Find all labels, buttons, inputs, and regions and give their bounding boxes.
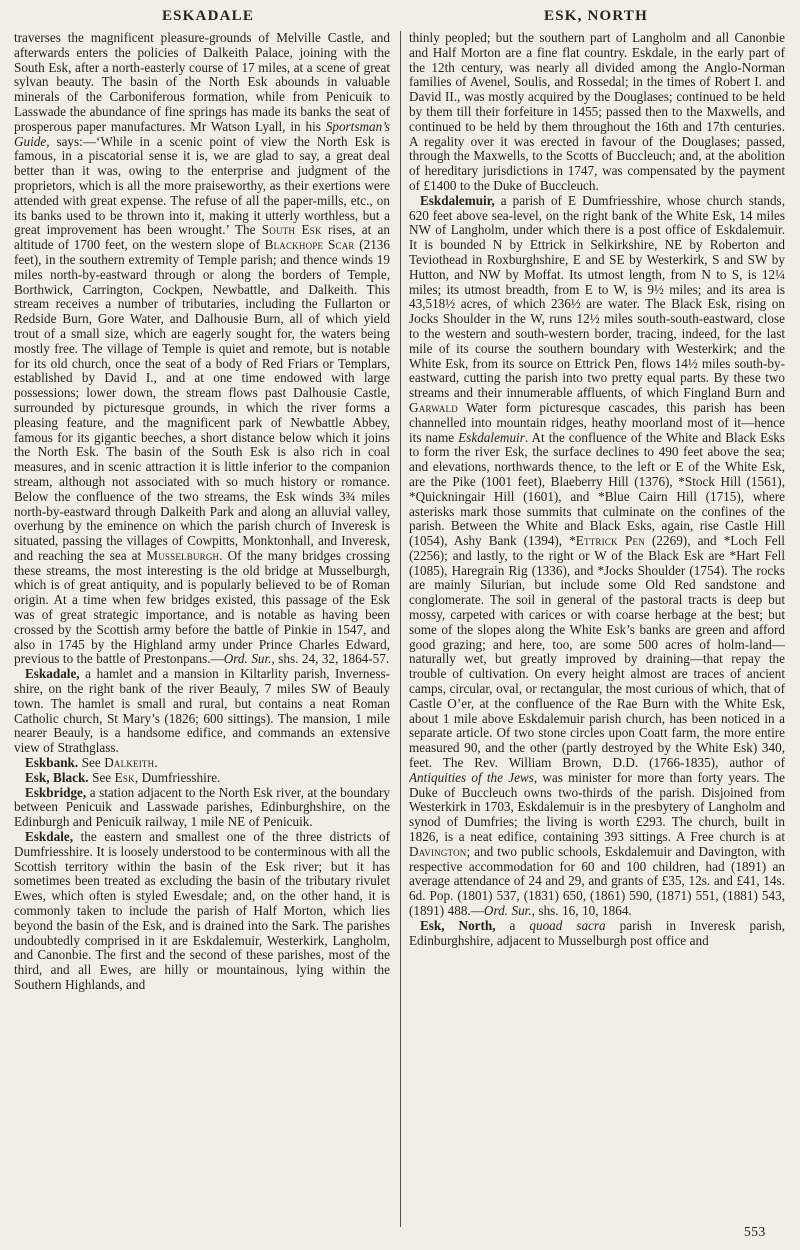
page-number: 553 xyxy=(744,1224,766,1239)
running-head-right: ESK, NORTH xyxy=(544,8,648,24)
column-divider-rule xyxy=(400,31,401,1227)
paragraph: Eskbank. See Dalkeith. xyxy=(25,755,158,771)
right-column xyxy=(409,31,785,1223)
paragraph: Eskdalemuir, a parish of E Dumfriesshire, whose church stands, 620 feet above sea-level, on the right bank of the White Esk, 14 miles NW of Langholm, under which there is a post office of Eskdalemuir. It is bounded N by Ettrick in Selkirkshire, NE by Roberton and Teviothead in Roxburghshire, E and SE by Westerkirk, S and SW by Hutton, and NW by Moffat. Its utmost length, from N to S, is 12¼ miles; its utmost breadth, from E to W, is 9½ miles; and its area is 43,518½ acres, of which 236½ are water. The Black Esk, rising on Jocks Shoulder in the W, runs 12½ miles south-south-eastward, close to the western and south-western border, tracing, indeed, for the last mile of its course the southern boundary with Westerkirk; and the White Esk, from its source on Ettrick Pen, flows 14½ miles south-by-eastward, cutting the parish into two pretty equal parts. By these two streams and their innumerable affluents, of which Fingland Burn and Garwald Water form picturesque cascades, this parish has been channelled into mountain ridges, heathy moorland most of it—hence its name Eskdalemuir. At the confluence of the White and Black Esks to form the river Esk, the surface declines to 490 feet above the sea; and elevations, northwards thence, to the left or E of the White Esk, are the Pike (1001 feet), Blaeberry Hill (1376), *Stock Hill (1561), *Quickningair Hill (1601), and *Blue Cairn Hill (1715), where asterisks mark those summits that culminate on the confines of the parish. Between the White and Black Esks, again, rise Castle Hill (1054), Ashy Bank (1394), *Ettrick Pen (2269), and *Loch Fell (2256); and lastly, to the right or W of the Black Esk are *Hart Fell (1085), Haregrain Rig (1336), and *Jocks Shoulder (1754). The rocks are mainly Silurian, but include some Old Red sandstone and conglomerate. The soil in general of the pastoral tracts is deep but mossy, carpeted with carices or with coarse herbage at the best; but some of the slopes along the White Esk’s banks are green and afford good grazing; and here, too, are some 500 acres of holm-land—naturally wet, but greatly improved by draining—that repay the trouble of cultivation. On every height almost are traces of ancient camps, circular, oval, or rectangular, the most curious of which, that of Castle O’er, at the confluence of the Rae Burn with the White Esk, about 1 mile above Eskdalemuir parish church, has been noticed in a separate article. Of two stone circles upon Coatt farm, the more entire measured 90, and the other (partly destroyed by the White Esk) 340, feet. The Rev. William Brown, D.D. (1766-1835), author of Antiquities of the Jews, was minister for more than forty years. The Duke of Buccleuch owns two-thirds of the parish. Disjoined from Westerkirk in 1703, Eskdalemuir is in the presbytery of Langholm and synod of Dumfries; the living is worth £293. The church, built in 1826, is a neat edifice, containing 393 sittings. A Free church is at Davington; and two public schools, Eskdalemuir and Davington, with respective accommodation for 60 and 100 children, had (1891) an average attendance of 24 and 29, and grants of £35, 12s. and £41, 14s. 6d. Pop. (1801) 537, (1831) 650, (1861) 590, (1871) 551, (1881) 543, (1891) 488.—Ord. Sur., shs. 16, 10, 1864. xyxy=(409,192,785,919)
paragraph: thinly peopled; but the southern part of Langholm and all Canonbie and Half Morton are a fine flat country. Eskdale, in the early part of the 12th century, was nearly all divided among the Anglo-Norman families of Avenel, Soulis, and Rossedal; in the times of Robert I. and David II., was mostly acquired by the Douglases; continued to be held by them till their forfeiture in 1455; passed then to the Maxwells, and continued to be held by them throughout the 16th and 17th centuries. A regality over it was erected in favour of the Douglases; passed, through the Maxwells, to the Scotts of Buccleuch; and, at the abolition of hereditary jurisdictions in 1747, was compensated by the payment of £1400 to the Duke of Buccleuch. xyxy=(409,31,785,193)
running-heads xyxy=(14,8,790,25)
paragraph: traverses the magnificent pleasure-grounds of Melville Castle, and afterwards enters the policies of Dalkeith Palace, joining with the South Esk, after a north-easterly course of 17 miles, at a scene of great sylvan beauty. The basin of the North Esk abounds in valuable minerals of the Carboniferous formation, while from Penicuik to Lasswade the abundance of fine springs has made its banks the seat of prosperous paper manufactures. Mr Watson Lyall, in his Sportsman’s Guide, says:—‘While in a scenic point of view the North Esk is famous, in a piscatorial sense it is, we are glad to say, a great deal better than it was, owing to the enterprise and judgment of the proprietors, which is all the more praiseworthy, as their exertions were attended with great expense. The refuse of all the paper-mills, etc., on its banks used to be thrown into it, making it utterly worthless, but a great improvement has been wrought.’ The South Esk rises, at an altitude of 1700 feet, on the western slope of Blackhope Scar (2136 feet), in the southern extremity of Temple parish; and thence winds 19 miles north-by-eastward through or along the borders of Temple, Borthwick, Carrington, Cockpen, Newbattle, and Dalkeith. This stream receives a number of tributaries, including the Fullarton or Redside Burn, Gore Water, and Dalhousie Burn, all of which yield trout of a small size, which are eagerly sought for, the waters being mostly free. The village of Temple is quiet and remote, but is notable for its old church, once the seat of a body of Red Friars or Templars, established by David I., and at one time endowed with large possessions; lower down, the stream flows past Dalhousie Castle, surrounded by picturesque grounds, in which the river forms a pleasing feature, and the magnificent park of Newbattle Abbey, famous for its gigantic beeches, a short distance below which it joins the North Esk. The basin of the South Esk is also rich in coal measures, and in scenic attraction it is little inferior to the companion stream, although not associated with so much history or romance. Below the confluence of the two streams, the Esk winds 3¾ miles north-by-eastward through Dalkeith Park and along an alluvial valley, overhung by the eminence on which the parish church of Inveresk is situated, passing the villages of Cowpitts, Monktonhall, and Inveresk, and reaching the sea at Musselburgh. Of the many bridges crossing these streams, the most interesting is the old bridge at Musselburgh, which is of great antiquity, and is popularly believed to be of Roman origin. At a time when few bridges existed, this passage of the Esk was of great strategic importance, and is notable as having been crossed by the Scottish army before the battle of Pinkie in 1547, and also in 1745 by the Highland army under Prince Charles Edward, previous to the battle of Prestonpans.—Ord. Sur., shs. 24, 32, 1864-57. xyxy=(14,31,390,667)
paragraph: Eskbridge, a station adjacent to the North Esk river, at the boundary between Penicuik and Lasswade parishes, Edinburghshire, on the Edinburgh and Penicuik railway, 1 mile NE of Penicuik. xyxy=(14,784,390,830)
paragraph: Eskadale, a hamlet and a mansion in Kiltarlity parish, Inverness-shire, on the right bank of the river Beauly, 7 miles SW of Beauly town. The hamlet is small and rural, but contains a neat Roman Catholic church, St Mary’s (1826; 600 sittings). The mansion, 1 mile nearer Beauly, is a handsome edifice, and commands an extensive view of Strathglass. xyxy=(14,666,390,756)
left-column xyxy=(14,31,390,1223)
paragraph: Esk, Black. See Esk, Dumfriesshire. xyxy=(25,769,221,785)
paragraph: Eskdale, the eastern and smallest one of the three districts of Dumfriesshire. It is loosely understood to be conterminous with all the Scottish territory within the basin of the Esk river; but it has sometimes been treated as excluding the basin of the tributary rivulet Ewes, which often is styled Ewesdale; and, on the other hand, it is commonly taken to include the parish of Half Morton, which lies beyond the basin of the Esk, and is drained into the Sark. The parishes undoubtedly comprised in it are Eskdalemuir, Westerkirk, Langholm, and Canonbie. The first and the second of these parishes, most of the third, and all Ewes, are hilly or mountainous, lying within the Southern Highlands, and xyxy=(14,829,390,992)
two-column-text-block xyxy=(14,31,790,1227)
running-head-left: ESKADALE xyxy=(161,8,255,24)
paragraph: Esk, North, a quoad sacra parish in Inveresk parish, Edinburghshire, adjacent to Musselburgh post office and xyxy=(409,917,785,948)
